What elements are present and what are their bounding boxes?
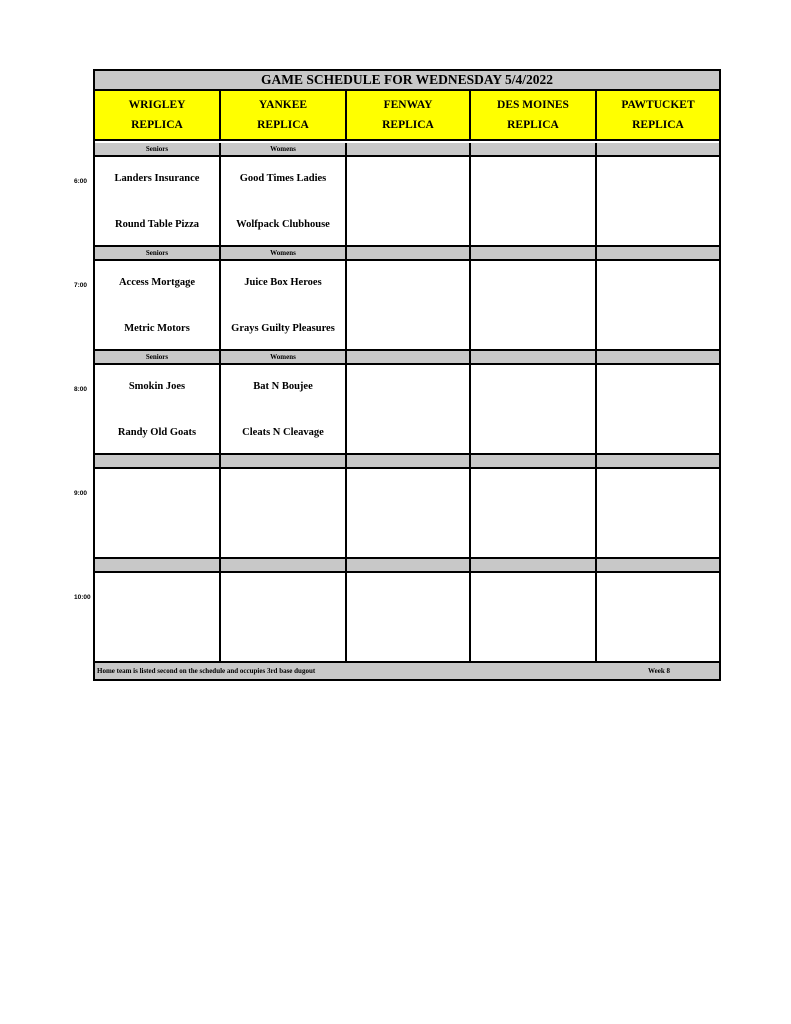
game-cell	[95, 157, 221, 245]
game-cell	[347, 469, 471, 557]
division-label	[95, 559, 221, 571]
division-label: Seniors	[95, 247, 221, 259]
game-cell	[471, 365, 597, 453]
division-label	[471, 247, 597, 259]
time-slot-row	[95, 365, 719, 455]
game-cell	[471, 469, 597, 557]
field-header-row	[95, 91, 719, 141]
field-sub: REPLICA	[507, 119, 559, 131]
game-cell	[471, 573, 597, 661]
game-cell	[221, 573, 347, 661]
division-label: Womens	[221, 247, 347, 259]
game-cell	[95, 261, 221, 349]
field-name: DES MOINES	[497, 99, 569, 111]
division-label	[597, 143, 719, 155]
division-label	[347, 143, 471, 155]
division-label	[471, 455, 597, 467]
field-sub: REPLICA	[632, 119, 684, 131]
field-name: WRIGLEY	[128, 99, 186, 111]
field-header-yankee	[221, 91, 347, 141]
division-label	[597, 247, 719, 259]
division-band	[95, 351, 719, 365]
time-slot-row	[95, 261, 719, 351]
division-label	[347, 247, 471, 259]
home-team: Wolfpack Clubhouse	[236, 219, 330, 230]
game-cell	[471, 157, 597, 245]
game-cell	[597, 261, 719, 349]
game-cell	[95, 469, 221, 557]
time-label: 10:00	[74, 594, 91, 601]
division-label	[347, 559, 471, 571]
game-cell	[221, 469, 347, 557]
away-team: Landers Insurance	[114, 173, 200, 184]
game-cell	[221, 365, 347, 453]
field-header-wrigley	[95, 91, 221, 141]
field-sub: REPLICA	[382, 119, 434, 131]
division-label	[471, 351, 597, 363]
game-cell	[347, 365, 471, 453]
division-band	[95, 455, 719, 469]
away-team: Smokin Joes	[128, 381, 186, 392]
division-label	[597, 559, 719, 571]
division-label: Seniors	[95, 351, 221, 363]
field-header-des-moines	[471, 91, 597, 141]
division-label	[95, 455, 221, 467]
division-label: Seniors	[95, 143, 221, 155]
division-label: Womens	[221, 351, 347, 363]
game-cell	[95, 573, 221, 661]
division-label	[347, 351, 471, 363]
division-label	[221, 455, 347, 467]
game-cell	[347, 261, 471, 349]
game-cell	[95, 365, 221, 453]
time-slot-row	[95, 157, 719, 247]
time-label: 6:00	[74, 178, 88, 185]
field-header-fenway	[347, 91, 471, 141]
time-label: 8:00	[74, 386, 88, 393]
schedule-table	[93, 69, 721, 681]
division-label	[597, 351, 719, 363]
schedule-title: GAME SCHEDULE FOR WEDNESDAY 5/4/2022	[95, 71, 719, 91]
game-cell	[221, 157, 347, 245]
home-team: Round Table Pizza	[114, 219, 200, 230]
game-cell	[347, 157, 471, 245]
field-header-pawtucket	[597, 91, 719, 141]
division-band	[95, 247, 719, 261]
division-label	[471, 143, 597, 155]
home-team: Randy Old Goats	[117, 427, 197, 438]
time-label: 7:00	[74, 282, 88, 289]
home-team: Metric Motors	[124, 323, 190, 334]
time-slot-row	[95, 573, 719, 663]
field-sub: REPLICA	[257, 119, 309, 131]
game-cell	[597, 365, 719, 453]
division-label	[597, 455, 719, 467]
footer-note: Home team is listed second on the schedule and occupies 3rd base dugout	[97, 667, 316, 675]
schedule-footer	[95, 663, 719, 679]
away-team: Good Times Ladies	[239, 173, 327, 184]
field-name: YANKEE	[258, 99, 308, 111]
field-name: PAWTUCKET	[621, 99, 695, 111]
division-label	[471, 559, 597, 571]
field-sub: REPLICA	[131, 119, 183, 131]
away-team: Bat N Boujee	[253, 381, 313, 392]
game-cell	[347, 573, 471, 661]
game-cell	[597, 469, 719, 557]
time-slot-row	[95, 469, 719, 559]
division-label	[221, 559, 347, 571]
game-cell	[597, 157, 719, 245]
game-cell	[597, 573, 719, 661]
home-team: Grays Guilty Pleasures	[231, 323, 335, 334]
division-label: Womens	[221, 143, 347, 155]
division-band	[95, 559, 719, 573]
time-label: 9:00	[74, 490, 88, 497]
division-label	[347, 455, 471, 467]
division-band	[95, 143, 719, 157]
away-team: Access Mortgage	[118, 277, 196, 288]
week-label: Week 8	[648, 667, 670, 675]
game-cell	[221, 261, 347, 349]
field-name: FENWAY	[383, 99, 433, 111]
away-team: Juice Box Heroes	[244, 277, 322, 288]
game-cell	[471, 261, 597, 349]
home-team: Cleats N Cleavage	[242, 427, 324, 438]
